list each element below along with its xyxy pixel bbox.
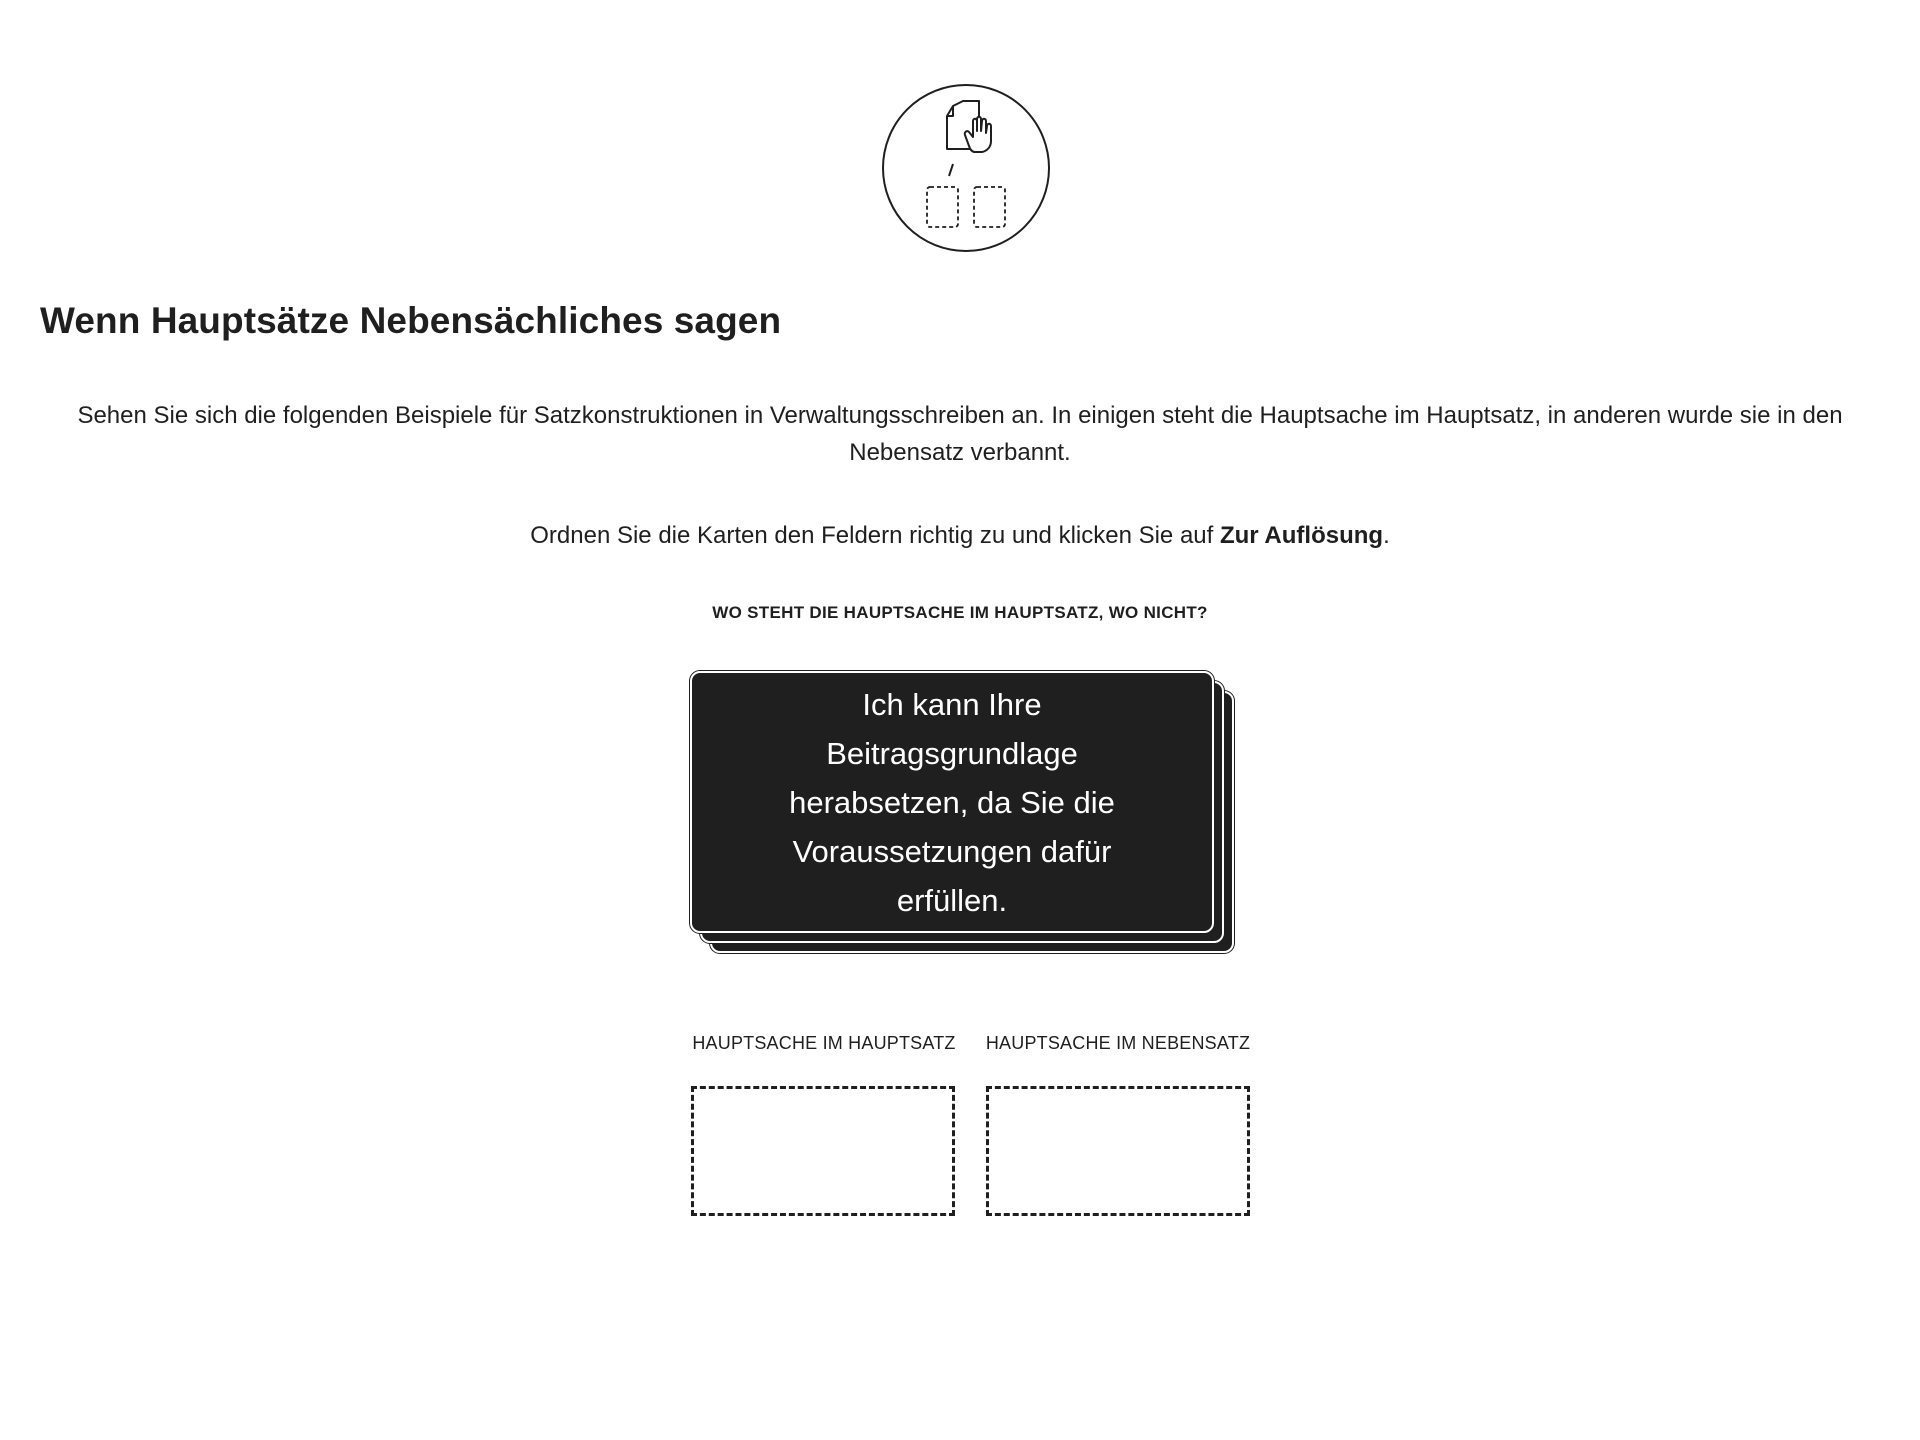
card-text: Ich kann Ihre Beitragsgrundlage herabsetzen, da Sie die Voraussetzungen dafür erfüllen. — [789, 686, 1115, 918]
drop-zone-label-nebensatz: HAUPTSACHE IM NEBENSATZ — [985, 1033, 1251, 1053]
intro-text: Sehen Sie sich die folgenden Beispiele für Satzkonstruktionen in Verwaltungsschreiben an. In einigen steht die Hauptsache im Hauptsatz, in anderen wurde sie in den Nebensatz verbannt. — [77, 402, 1843, 466]
draggable-sentence-card[interactable] — [690, 671, 1214, 933]
exercise-title: Wenn Hauptsätze Nebensächliches sagen — [40, 300, 782, 341]
solution-button-reference: Zur Auflösung — [1219, 522, 1384, 549]
drop-zone-label-hauptsatz: HAUPTSACHE IM HAUPTSATZ — [692, 1033, 956, 1053]
card-deck — [690, 671, 1236, 953]
drop-zone-nebensatz[interactable] — [986, 1086, 1250, 1216]
question-heading: WO STEHT DIE HAUPTSACHE IM HAUPTSATZ, WO NICHT? — [712, 603, 1208, 622]
instruction-prefix: Ordnen Sie die Karten den Feldern richtig zu und klicken Sie auf — [530, 522, 1220, 549]
instruction-suffix: . — [1383, 522, 1390, 549]
drag-drop-task-icon — [881, 83, 1051, 253]
instruction-text — [40, 519, 1880, 553]
drop-zone-hauptsatz[interactable] — [691, 1086, 955, 1216]
